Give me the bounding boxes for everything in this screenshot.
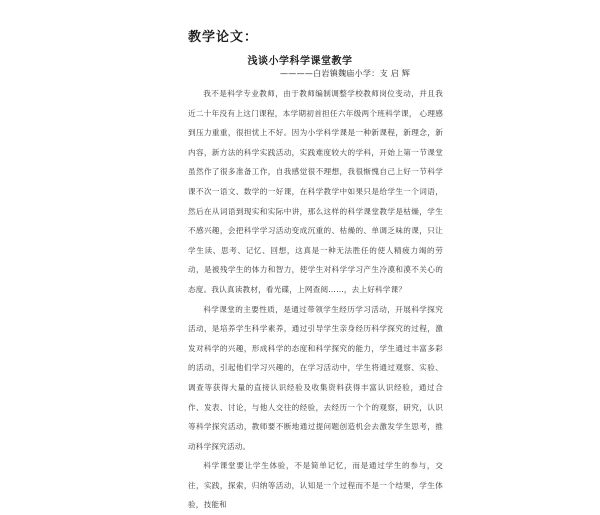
paragraph: 科学课堂要让学生体验，不是简单记忆，而是通过学生的参与，交往，实践，探索，归纳等活动，认知是一个过程而不是一个结果，学生体验，技能和 — [188, 461, 443, 510]
document-heading: 教学论文： — [188, 30, 259, 45]
body-text — [188, 84, 443, 515]
author-line: ————白岩镇魏庙小学：支 启 辉 — [280, 69, 411, 78]
paragraph: 科学课堂的主要性质，是通过带领学生经历学习活动，开展科学探究活动，是培养学生科学素养，通过引导学生亲身经历科学探究的过程，激发对科学的兴趣，形成科学的态度和科学探究的能力，学生通过丰富多彩的活动，引起他们学习兴趣的，在学习活动中，学生将通过观察、实验、调查等获得大量的直接认识经验及收集资料获得丰富认识经验，通过合作、发表、讨论，与他人交往的经验，去经历一个个的观察，研究，认识等科学探究活动，教师要不断地通过提问题创造机会去激发学生思考，推动科学探究活动。 — [188, 304, 443, 451]
paragraph: 我不是科学专业教师，由于教师编制调整学校教师岗位变动，并且我近二十年没有上这门课程，本学期初首担任六年级两个班科学课， 心理感到压力重重，很担忧上不好。因为小学科学课是一种新课程，新理念，新内容，新方法的科学实践活动，实践难度较大的学科，开始上第一节课堂虽然作了很多准备工作，自我感觉很不理想，我很惭愧自己上好一节科学课不次一语文、数学的一好课，在科学教学中如果只是给学生一个词语，然后在从词语到现实和实际中讲，那么这样的科学课堂教学是枯燥，学生不感兴趣，会把科学学习活动变成沉重的、枯燥的、单调乏味的课，只让学生读、思考、记忆、回想，这真是一种无法胜任的使人精疲力竭的劳动，是被残学生的体力和智力，使学生对科学学习产生冷漠和漠不关心的态度。我认真读教材，看光碟，上网查阅……，去上好科学课？ — [188, 89, 443, 294]
document-title: 浅谈小学科学课堂教学 — [247, 56, 353, 67]
